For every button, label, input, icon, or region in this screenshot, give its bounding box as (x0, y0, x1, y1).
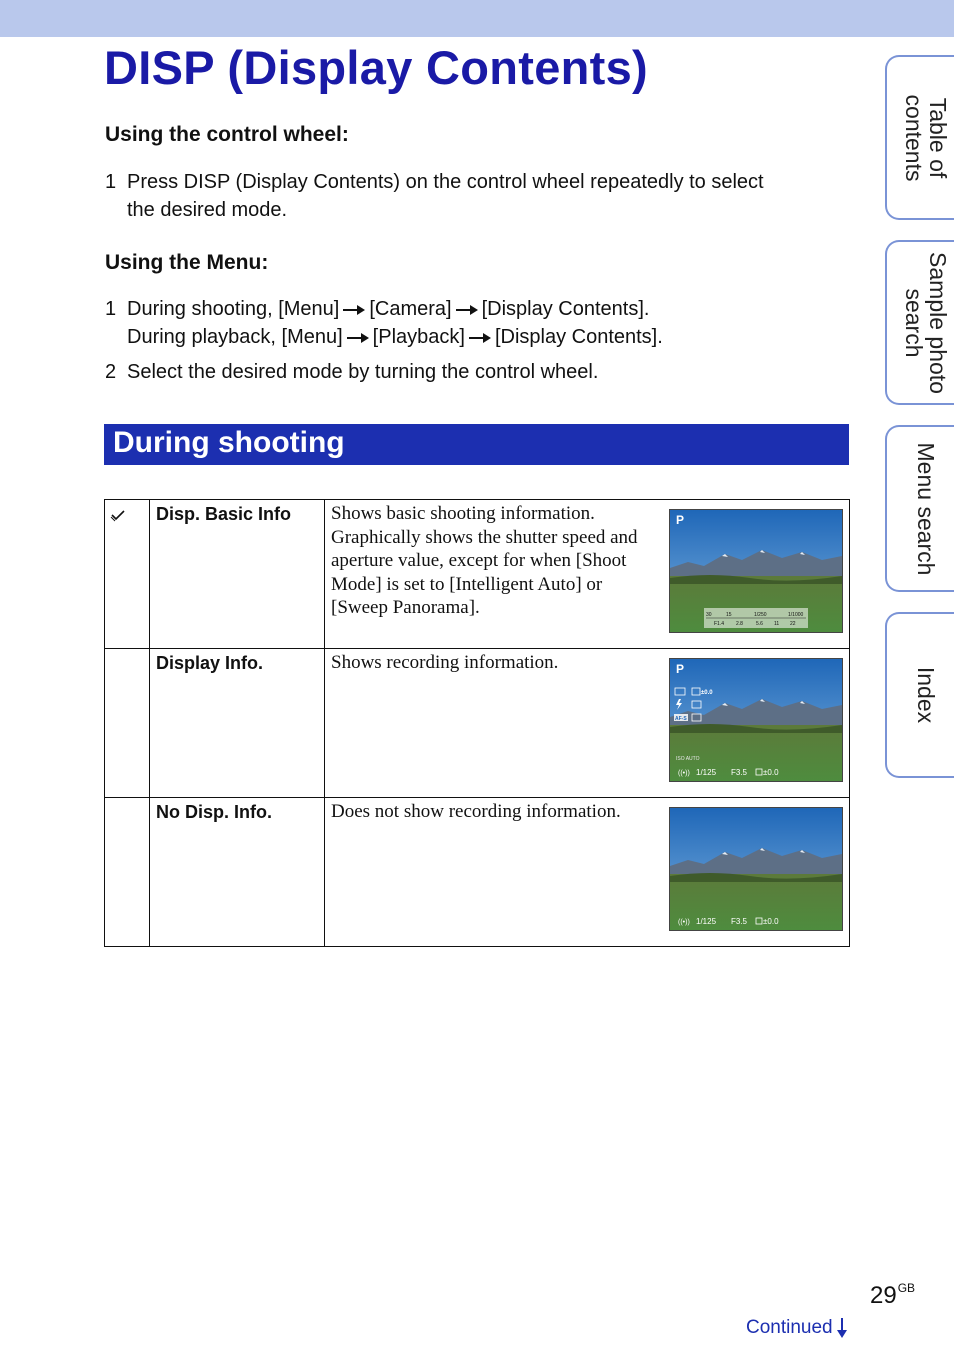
tab-label-line: Sample photo (925, 251, 951, 394)
shutter-speed: 1/125 (696, 917, 717, 926)
mode-description-cell (325, 649, 850, 798)
tab-label (902, 252, 950, 394)
continued-link[interactable] (746, 1317, 847, 1339)
aperture-scale-label: 2.8 (736, 621, 743, 627)
shutter-scale-label: 1/250 (754, 612, 767, 618)
page-number-value: 29 (870, 1282, 897, 1309)
step-number: 1 (105, 298, 117, 320)
page-title: DISP (Display Contents) (104, 41, 649, 94)
landscape-preview (670, 808, 842, 930)
screen-example-basic-info (669, 509, 843, 633)
down-arrow-icon (837, 1318, 847, 1338)
aperture-value: F3.5 (731, 768, 748, 777)
right-arrow-icon (469, 333, 491, 343)
exposure-value: ±0.0 (763, 917, 779, 926)
step-text: Press DISP (Display Contents) on the control wheel repeatedly to select (127, 171, 764, 193)
landscape-preview (670, 510, 842, 632)
mode-description-cell (325, 500, 850, 649)
step-text-continued: the desired mode. (127, 199, 288, 221)
aperture-value: F3.5 (731, 917, 748, 926)
exposure-value: ±0.0 (763, 768, 779, 777)
checkmark-icon (110, 508, 126, 522)
tab-sample-photo-search[interactable] (885, 240, 954, 405)
menu-path-shooting-2: [Camera] (369, 298, 452, 320)
tab-label: Index (913, 666, 939, 724)
shoot-mode-letter: P (676, 662, 685, 676)
aperture-scale-label: 11 (774, 621, 780, 627)
iso-setting: ISO AUTO (676, 756, 700, 762)
aperture-scale-label: 5.6 (756, 621, 763, 627)
aperture-scale-label: F1.4 (714, 621, 725, 627)
mode-description: Shows basic shooting information. Graphically shows the shutter speed and aperture value, except for when [Shoot Mode] is set to [Intelligent Auto] or [Sweep Panorama]. (331, 503, 638, 618)
right-arrow-icon (456, 305, 478, 315)
tab-label-line: Table of (925, 97, 951, 178)
mode-name-cell (150, 798, 325, 947)
menu-path-playback-1: During playback, [Menu] (127, 326, 343, 348)
shutter-scale-label: 15 (726, 612, 732, 618)
table-row (105, 649, 850, 798)
mode-name: Disp. Basic Info (156, 504, 292, 524)
aperture-scale-label: 22 (790, 621, 796, 627)
screen-example-display-info (669, 658, 843, 782)
default-mark-cell (105, 500, 150, 649)
display-modes-table (104, 499, 850, 947)
mode-description: Does not show recording information. (331, 801, 621, 822)
shoot-mode-letter: P (676, 513, 685, 527)
tab-index[interactable] (885, 612, 954, 778)
shutter-scale-label: 1/1000 (788, 612, 804, 618)
menu-step-2 (105, 358, 598, 386)
page-number (870, 1281, 915, 1310)
exposure-comp-value: ±0.0 (701, 690, 713, 696)
landscape-preview (670, 659, 842, 781)
control-wheel-heading: Using the control wheel: (105, 123, 349, 146)
page-number-suffix: GB (897, 1281, 916, 1295)
tab-label (902, 94, 950, 181)
mode-name-cell (150, 500, 325, 649)
mode-name: No Disp. Info. (156, 802, 272, 822)
default-mark-cell (105, 649, 150, 798)
mode-name: Display Info. (156, 653, 264, 673)
menu-path-shooting-3: [Display Contents]. (481, 298, 650, 320)
svg-text:((•)): ((•)) (678, 919, 690, 926)
menu-path-playback-2: [Playback] (372, 326, 465, 348)
mode-description-cell (325, 798, 850, 947)
focus-mode: AF-S (675, 716, 687, 722)
shutter-scale-label: 30 (706, 612, 712, 618)
mode-name-cell (150, 649, 325, 798)
tab-label: Menu search (913, 442, 939, 575)
menu-path-playback-3: [Display Contents]. (494, 326, 663, 348)
svg-text:((•)): ((•)) (678, 770, 690, 777)
tab-label-line: search (901, 287, 927, 358)
tab-label-line: contents (901, 94, 927, 181)
step-number: 2 (105, 361, 117, 383)
menu-path-shooting-1: During shooting, [Menu] (127, 298, 340, 320)
menu-step-1 (105, 295, 663, 351)
control-wheel-step-1 (105, 168, 764, 224)
tab-menu-search[interactable] (885, 425, 954, 592)
tab-table-of-contents[interactable] (885, 55, 954, 220)
continued-label: Continued (746, 1317, 833, 1338)
shutter-speed: 1/125 (696, 768, 717, 777)
table-row (105, 798, 850, 947)
header-band (0, 0, 954, 37)
step-number: 1 (105, 171, 117, 193)
step-text: Select the desired mode by turning the control wheel. (127, 361, 599, 383)
right-arrow-icon (343, 305, 365, 315)
default-mark-cell (105, 798, 150, 947)
right-arrow-icon (347, 333, 369, 343)
menu-heading: Using the Menu: (105, 251, 269, 274)
section-heading: During shooting (104, 424, 849, 465)
screen-example-no-info (669, 807, 843, 931)
mode-description: Shows recording information. (331, 652, 559, 673)
table-row (105, 500, 850, 649)
